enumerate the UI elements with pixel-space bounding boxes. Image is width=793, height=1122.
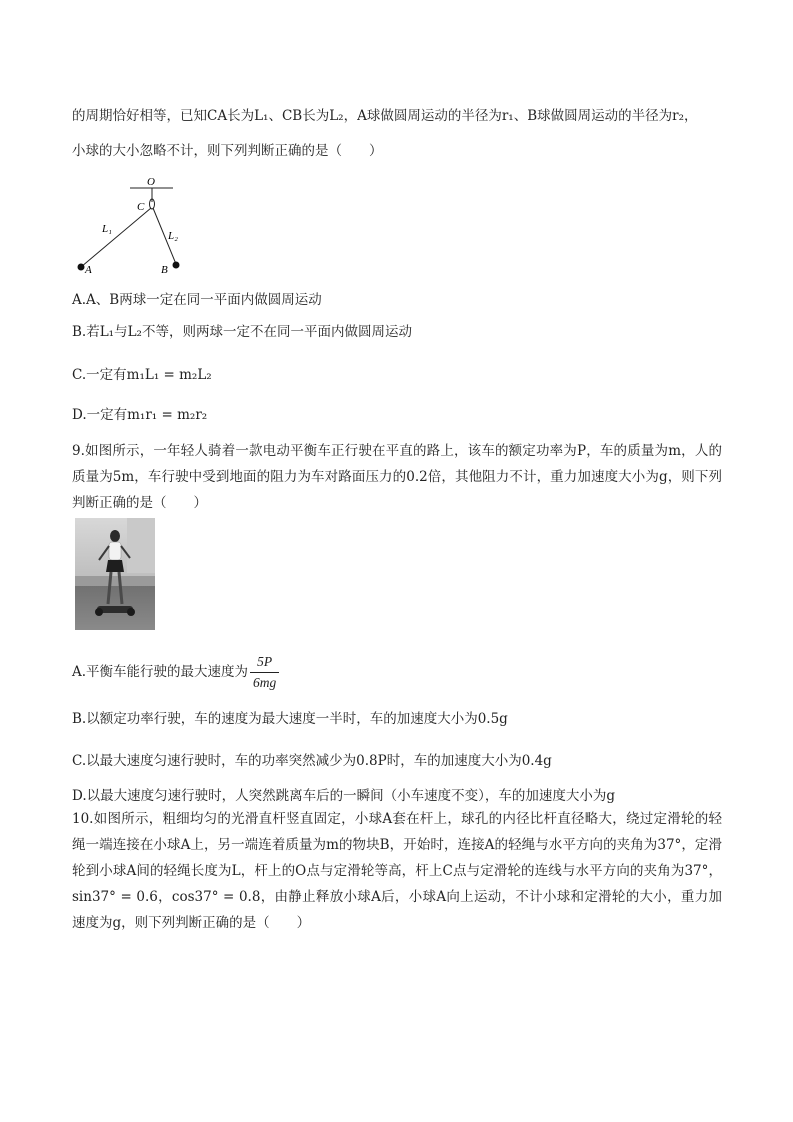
label-l2: L₂ bbox=[168, 230, 178, 242]
q8-option-c: C.一定有m₁L₁ = m₂L₂ bbox=[72, 367, 212, 383]
fraction-denominator: 6mg bbox=[253, 675, 277, 690]
q9-stem: 9.如图所示，一年轻人骑着一款电动平衡车正行驶在平直的路上，该车的额定功率为P，车的质量为m，人的质量为5m，车行驶中受到地面的阻力为车对路面压力的0.2倍，其他阻力不计，重力加速度大小为g，则下列判断正确的是（ ） bbox=[72, 443, 722, 511]
q9-option-a bbox=[72, 652, 279, 693]
q9-option-d: D.以最大速度匀速行驶时，人突然跳离车后的一瞬间（小车速度不变），车的加速度大小为g bbox=[72, 788, 616, 804]
string-l1 bbox=[81, 208, 151, 267]
label-l1: L₁ bbox=[102, 223, 112, 235]
fraction-numerator: 5P bbox=[250, 652, 279, 673]
q8-option-d: D.一定有m₁r₁ = m₂r₂ bbox=[72, 407, 208, 423]
label-o: O bbox=[147, 176, 155, 188]
label-b: B bbox=[161, 264, 168, 276]
balance-scooter-photo bbox=[75, 518, 155, 630]
ball-b bbox=[173, 262, 180, 269]
q8-pendulum-figure bbox=[72, 172, 192, 280]
q8-intro-line1: 的周期恰好相等，已知CA长为L₁、CB长为L₂，A球做圆周运动的半径为r₁、B球做圆周运动的半径为r₂， bbox=[72, 108, 698, 124]
max-speed-fraction bbox=[250, 652, 279, 693]
q9-option-c: C.以最大速度匀速行驶时，车的功率突然减少为0.8P时，车的加速度大小为0.4g bbox=[72, 753, 552, 769]
label-a: A bbox=[85, 264, 92, 276]
q8-intro-line2: 小球的大小忽略不计，则下列判断正确的是（ ） bbox=[72, 143, 383, 159]
q8-option-a: A.A、B两球一定在同一平面内做圆周运动 bbox=[72, 292, 322, 308]
q8-option-b: B.若L₁与L₂不等，则两球一定不在同一平面内做圆周运动 bbox=[72, 324, 412, 340]
q9-option-b: B.以额定功率行驶，车的速度为最大速度一半时，车的加速度大小为0.5g bbox=[72, 711, 508, 727]
q10-stem: 10.如图所示，粗细均匀的光滑直杆竖直固定，小球A套在杆上，球孔的内径比杆直径略大，绕过定滑轮的轻绳一端连接在小球A上，另一端连着质量为m的物块B，开始时，连接A的轻绳与水平方向的夹角为37°，定滑轮到小球A间的轻绳长度为L，杆上的O点与定滑轮等高，杆上C点与定滑轮的连线与水平方向的夹角为37°，sin37° = 0.6，cos37° = 0.8，由静止释放小球A后，小球A向上运动，不计小球和定滑轮的大小，重力加速度为g，则下列判断正确的是（ ） bbox=[72, 811, 722, 931]
label-c: C bbox=[137, 201, 145, 213]
ball-a bbox=[78, 264, 85, 271]
q9-option-a-text: A.平衡车能行驶的最大速度为 bbox=[72, 664, 249, 680]
